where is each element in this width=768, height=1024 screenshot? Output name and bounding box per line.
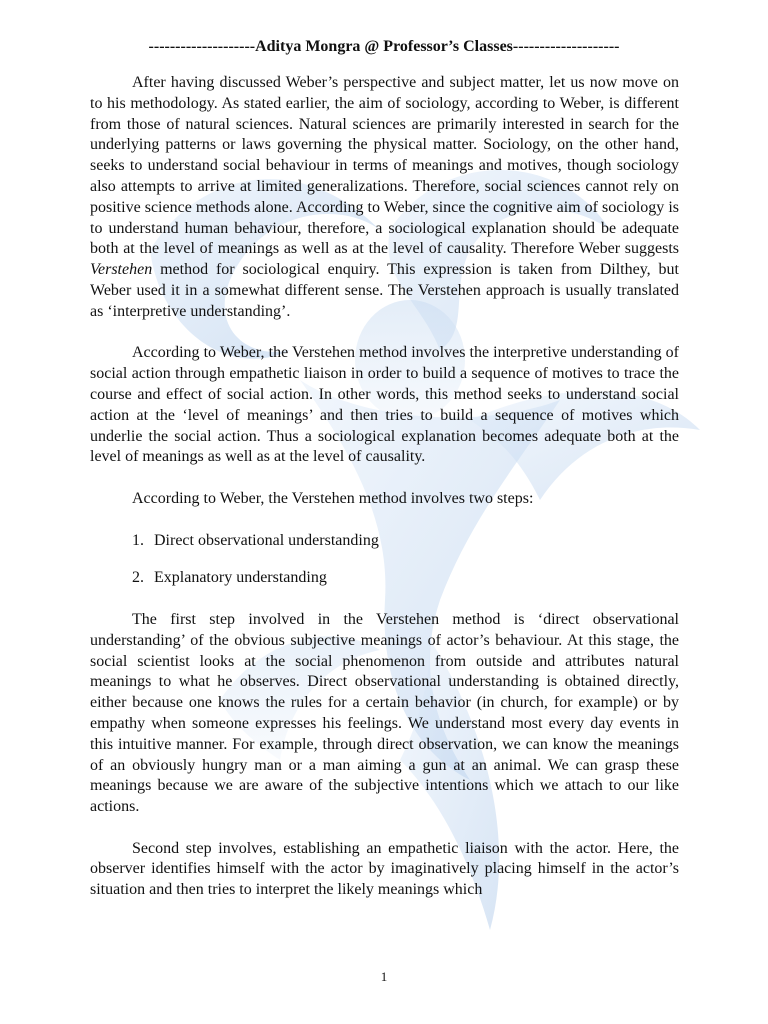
paragraph-1 [90,73,679,323]
document-body [90,73,679,922]
paragraph-5: Second step involves, establishing an empathetic liaison with the actor. Here, the observer identifies himself with the actor by imaginatively placing himself in the actor’s situation and then tries to interpret the likely meanings which [90,839,679,899]
paragraph-1-text-a: After having discussed Weber’s perspective and subject matter, let us now move on to his methodology. As stated earlier, the aim of sociology, according to Weber, is different from those of natural sciences. Natural sciences are primarily interested in search for the underlying patterns or laws governing the physical matter. Sociology, on the other hand, seeks to understand social behaviour in terms of meanings and motives, though sociology also attempts to arrive at limited generalizations. Therefore, social sciences cannot rely on positive science methods alone. According to Weber, since the cognitive aim of sociology is to understand human behaviour, therefore, a sociological explanation should be adequate both at the level of meanings as well as at the level of causality. Therefore Weber suggests [90,74,679,258]
verstehen-term: Verstehen [90,261,153,279]
paragraph-3: According to Weber, the Verstehen method involves two steps: [132,489,534,507]
paragraph-2: According to Weber, the Verstehen method involves the interpretive understanding of social action through empathetic liaison in order to build a sequence of motives to trace the course and effect of social action. In other words, this method seeks to understand social action at the ‘level of meanings’ and then tries to build a sequence of motives which underlie the social action. Thus a sociological explanation becomes adequate both at the level of meanings as well as at the level of causality. [90,344,679,466]
paragraph-4: The first step involved in the Verstehen method is ‘direct observational understanding’ of the obvious subjective meanings of actor’s behaviour. At this stage, the social scientist looks at the social phenomenon from outside and attributes natural meanings to what he observes. Direct observational understanding is obtained directly, either because one knows the rules for a certain behavior (in church, for example) or by empathy when someone expresses his feelings. We understand most every day events in this intuitive manner. For example, through direct observation, we can know the meanings of an obviously hungry man or a man aiming a gun at an animal. We can grasp these meanings because we are aware of the subjective intentions which we attach to our like actions. [90,610,679,816]
list-item-label: Direct observational understanding [154,531,379,549]
list-item [132,568,679,589]
page-header: --------------------Aditya Mongra @ Professor’s Classes-------------------- [148,38,620,55]
page-number: 1 [380,969,388,984]
list-item [132,531,679,552]
list-item-label: Explanatory understanding [154,569,327,587]
list-item-number: 1. [132,531,144,549]
list-item-number: 2. [132,569,144,587]
paragraph-1-text-b: method for sociological enquiry. This expression is taken from Dilthey, but Weber used it in a somewhat different sense. The Verstehen approach is usually translated as ‘interpretive understanding’. [90,261,679,320]
